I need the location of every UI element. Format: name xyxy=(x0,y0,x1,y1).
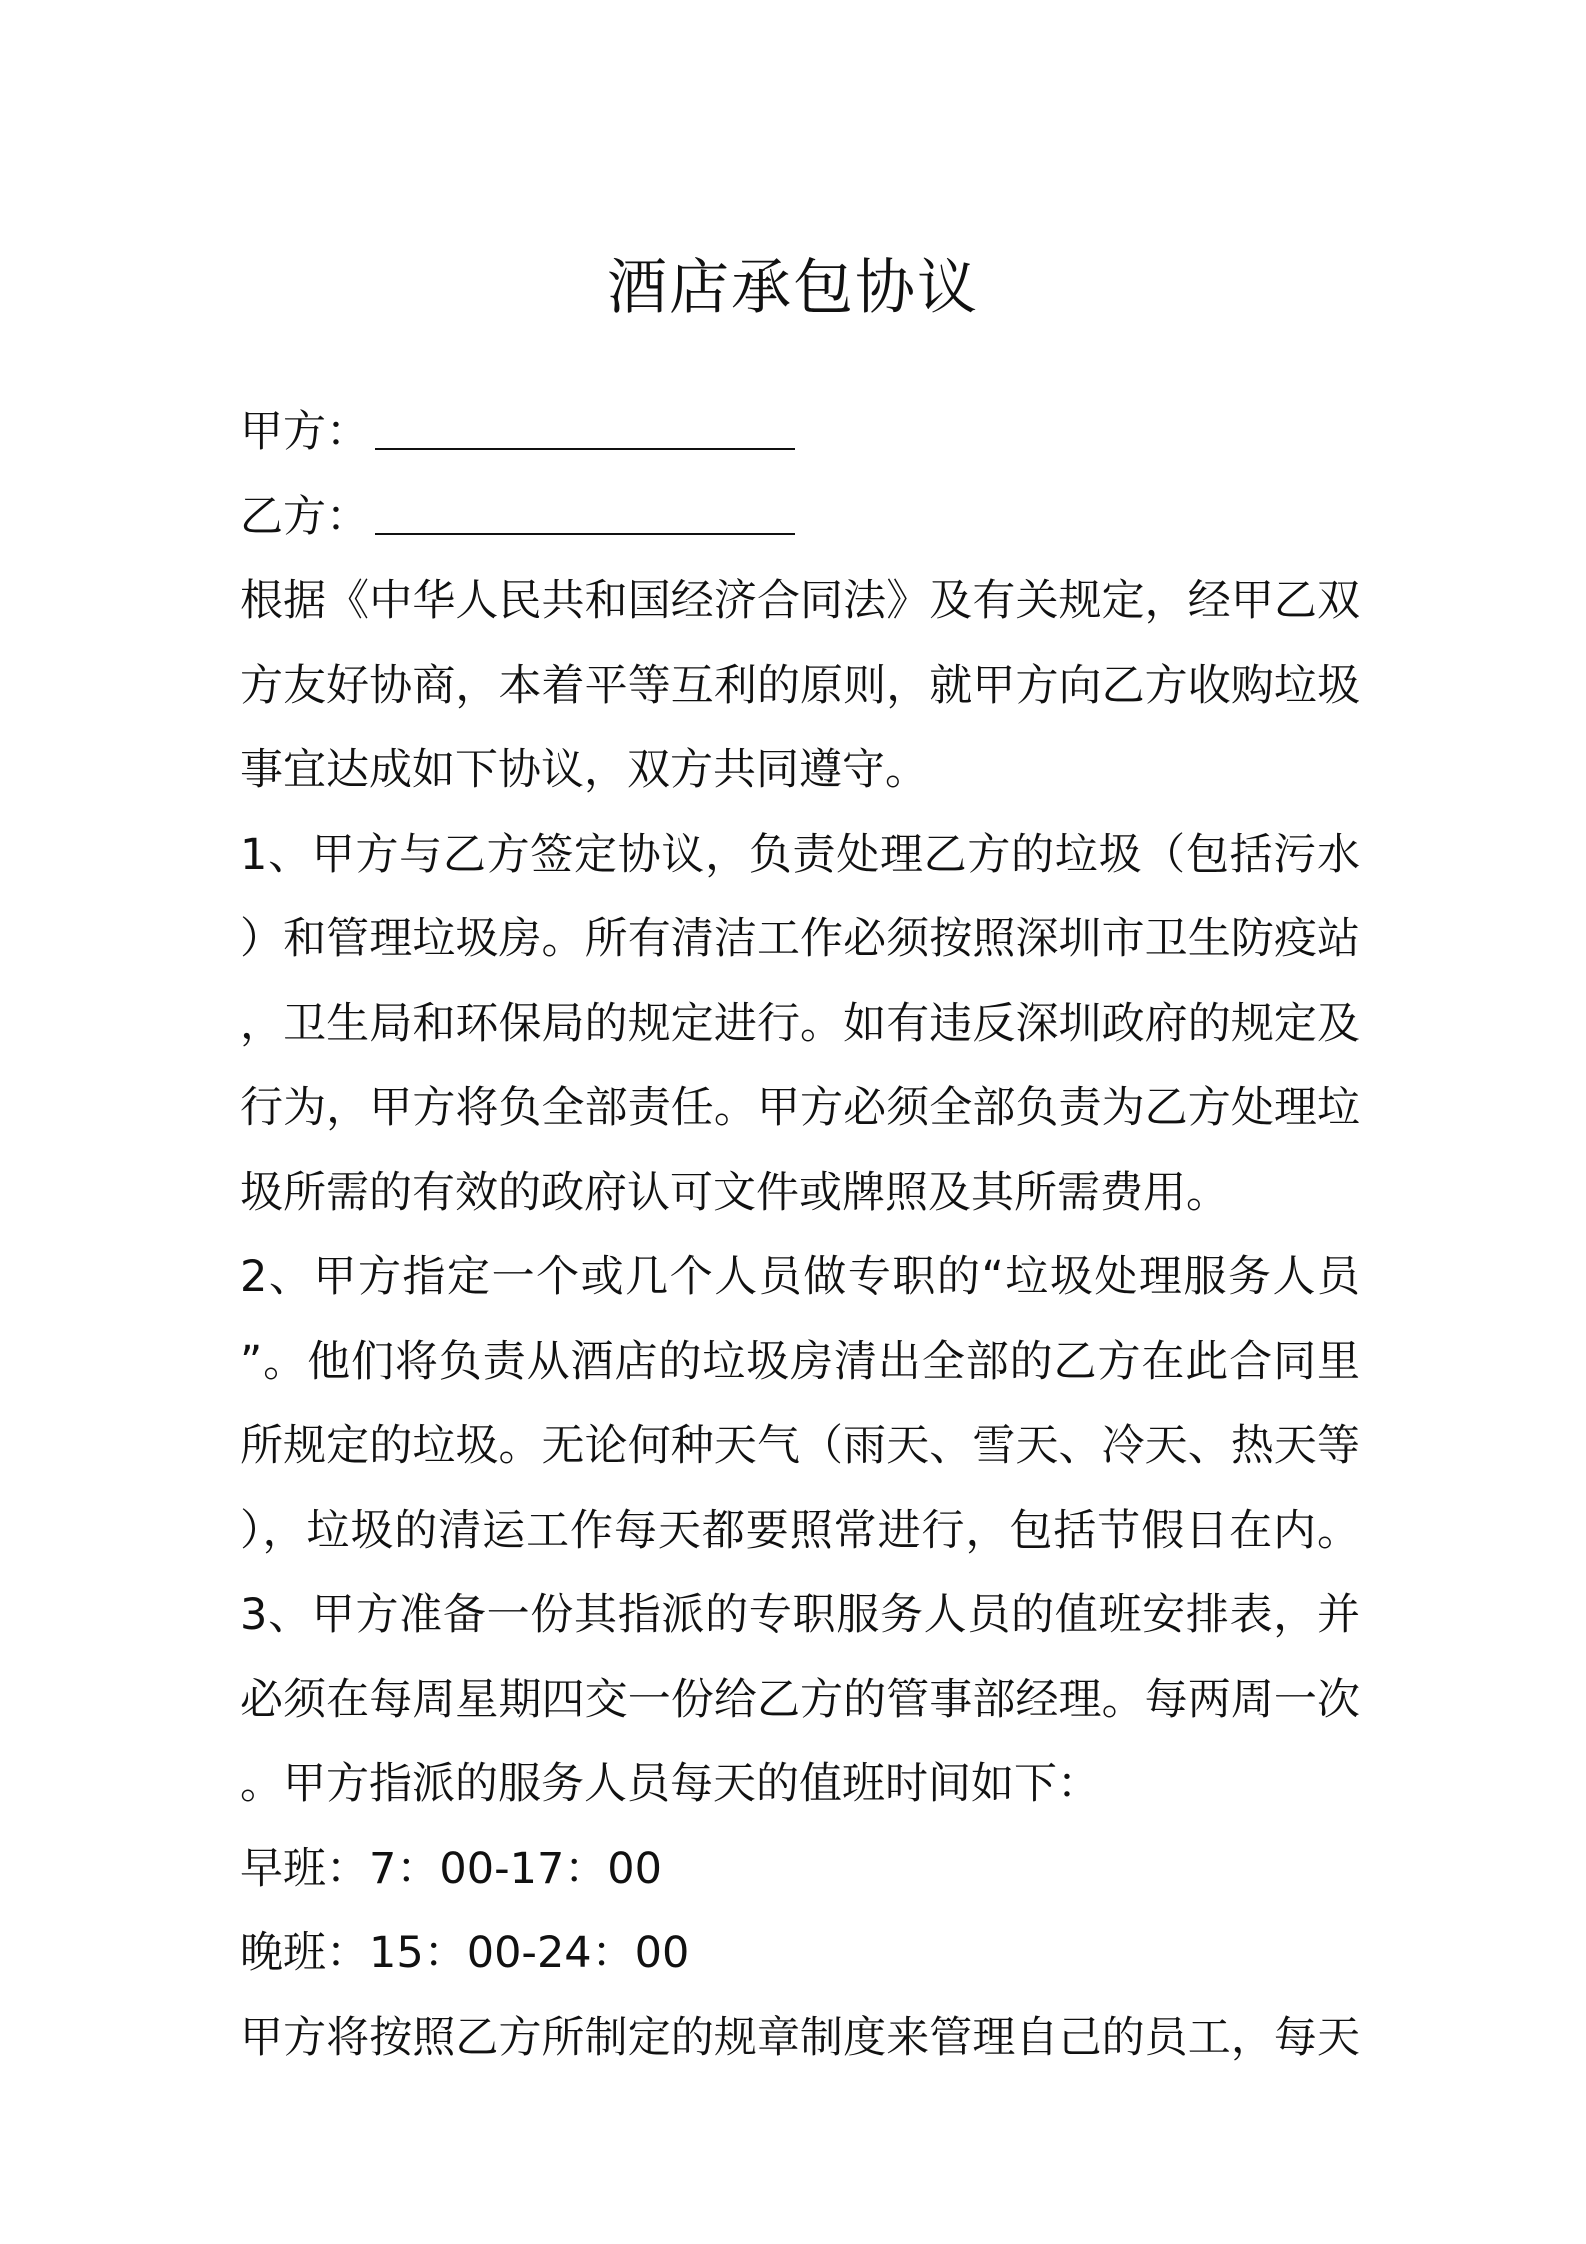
text-line: ）和管理垃圾房。所有清洁工作必须按照深圳市卫生防疫站 xyxy=(240,914,1360,964)
party-b-blank xyxy=(375,483,795,535)
clause-2-line: 2、甲方指定一个或几个人员做专职的“垃圾处理服务人员 xyxy=(240,1252,1360,1302)
text-line: 方友好协商，本着平等互利的原则，就甲方向乙方收购垃圾 xyxy=(240,660,1360,711)
text-line: 必须在每周星期四交一份给乙方的管事部经理。每两周一次 xyxy=(240,1674,1360,1725)
text-line: 根据《中华人民共和国经济合同法》及有关规定，经甲乙双 xyxy=(240,576,1360,626)
party-a-line xyxy=(240,390,1360,475)
party-b-line xyxy=(240,475,1360,560)
text-line: ”。他们将负责从酒店的垃圾房清出全部的乙方在此合同里 xyxy=(240,1336,1360,1387)
text-line: 甲方将按照乙方所制定的规章制度来管理自己的员工，每天 xyxy=(240,2012,1360,2063)
text-line: 事宜达成如下协议，双方共同遵守。 xyxy=(240,745,928,795)
clause-1-line: 1、甲方与乙方签定协议，负责处理乙方的垃圾（包括污水 xyxy=(240,829,1360,880)
text-line: 行为，甲方将负全部责任。甲方必须全部负责为乙方处理垃 xyxy=(240,1083,1360,1133)
evening-shift-line: 晚班：15：00-24：00 xyxy=(240,1928,690,1978)
text-line: 。甲方指派的服务人员每天的值班时间如下： xyxy=(240,1759,1100,1809)
text-line: 圾所需的有效的政府认可文件或牌照及其所需费用。 xyxy=(240,1167,1229,1218)
morning-shift-line: 早班：7：00-17：00 xyxy=(240,1843,663,1894)
text-line: ，卫生局和环保局的规定进行。如有违反深圳政府的规定及 xyxy=(240,998,1360,1049)
text-line: 所规定的垃圾。无论何种天气（雨天、雪天、冷天、热天等 xyxy=(240,1421,1360,1471)
document-title: 酒店承包协议 xyxy=(607,253,979,323)
document-body xyxy=(240,390,1360,2080)
party-a-blank xyxy=(375,398,795,450)
clause-3-line: 3、甲方准备一份其指派的专职服务人员的值班安排表，并 xyxy=(240,1590,1360,1640)
text-line: ），垃圾的清运工作每天都要照常进行，包括节假日在内。 xyxy=(240,1505,1360,1556)
party-b-label: 乙方： xyxy=(240,491,369,542)
party-a-label: 甲方： xyxy=(240,407,369,457)
